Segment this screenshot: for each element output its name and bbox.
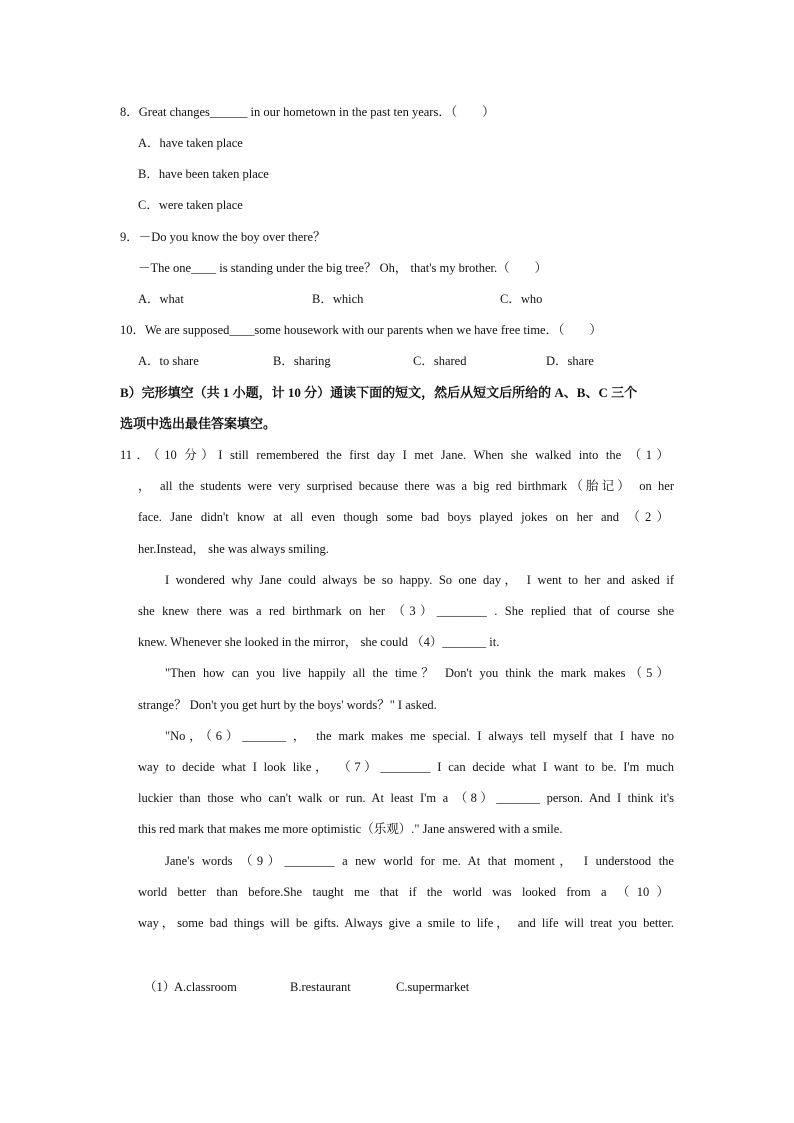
passage-line: "No，（6）_______ ， the mark makes me special. I always tell myself that I have no: [165, 729, 674, 743]
question-8-stem: 8．Great changes______ in our hometown in the past ten years．（ ）: [120, 105, 495, 119]
passage-line: world better than before.She taught me that if the world was looked from a （10）: [138, 885, 669, 899]
passage-line: knew. Whenever she looked in the mirror， she could （4）_______ it.: [138, 635, 500, 649]
question-9-option-c: C．who: [500, 292, 543, 306]
question-10-option-b: B．sharing: [273, 354, 331, 368]
passage-line: this red mark that makes me more optimistic（乐观）." Jane answered with a smile.: [138, 822, 563, 836]
passage-line: she knew there was a red birthmark on her （3）________ . She replied that of course she: [138, 604, 674, 618]
passage-line: way，some bad things will be gifts. Always give a smile to life， and life will treat you better.: [138, 916, 674, 930]
answer-1-number: （1）: [144, 980, 176, 994]
section-b-heading-line-1: B）完形填空（共 1 小题，计 10 分）通读下面的短文，然后从短文后所给的 A、B、C 三个: [120, 385, 638, 400]
question-10-option-a: A．to share: [138, 354, 199, 368]
passage-line: 11．（10 分）I still remembered the first day I met Jane. When she walked into the （1）: [120, 448, 669, 462]
section-b-heading-line-2: 选项中选出最佳答案填空。: [120, 416, 277, 431]
question-8-option-b: B．have been taken place: [138, 167, 269, 181]
question-10-stem: 10．We are supposed____some housework with our parents when we have free time．（ ）: [120, 323, 602, 337]
passage-line: "Then how can you live happily all the time？ Don't you think the mark makes（5）: [165, 666, 669, 680]
answer-1-option-b: B.restaurant: [290, 980, 351, 994]
question-9-stem-2: －The one____ is standing under the big tree？ Oh， that's my brother.（ ）: [138, 261, 548, 275]
answer-1-option-a: A.classroom: [174, 980, 237, 994]
passage-line: luckier than those who can't walk or run. At least I'm a （8）_______ person. And I think it's: [138, 791, 674, 805]
question-10-option-c: C．shared: [413, 354, 467, 368]
question-8-option-a: A．have taken place: [138, 136, 243, 150]
question-10-option-d: D．share: [546, 354, 594, 368]
passage-line: I wondered why Jane could always be so happy. So one day， I went to her and asked if: [165, 573, 674, 587]
passage-line: Jane's words （9）________ a new world for me. At that moment， I understood the: [165, 854, 674, 868]
passage-line: strange？ Don't you get hurt by the boys' words？" I asked.: [138, 698, 437, 712]
passage-line: her.Instead， she was always smiling.: [138, 542, 329, 556]
passage-line: way to decide what I look like， （7）________ I can decide what I want to be. I'm much: [138, 760, 674, 774]
question-9-option-a: A．what: [138, 292, 184, 306]
question-9-stem: 9．－Do you know the boy over there？: [120, 230, 326, 244]
passage-line: face. Jane didn't know at all even though some bad boys played jokes on her and （2）: [138, 510, 669, 524]
question-9-option-b: B．which: [312, 292, 364, 306]
passage-line: ， all the students were very surprised because there was a big red birthmark（胎记） on her: [138, 479, 674, 493]
question-8-option-c: C．were taken place: [138, 198, 243, 212]
answer-1-option-c: C.supermarket: [396, 980, 470, 994]
